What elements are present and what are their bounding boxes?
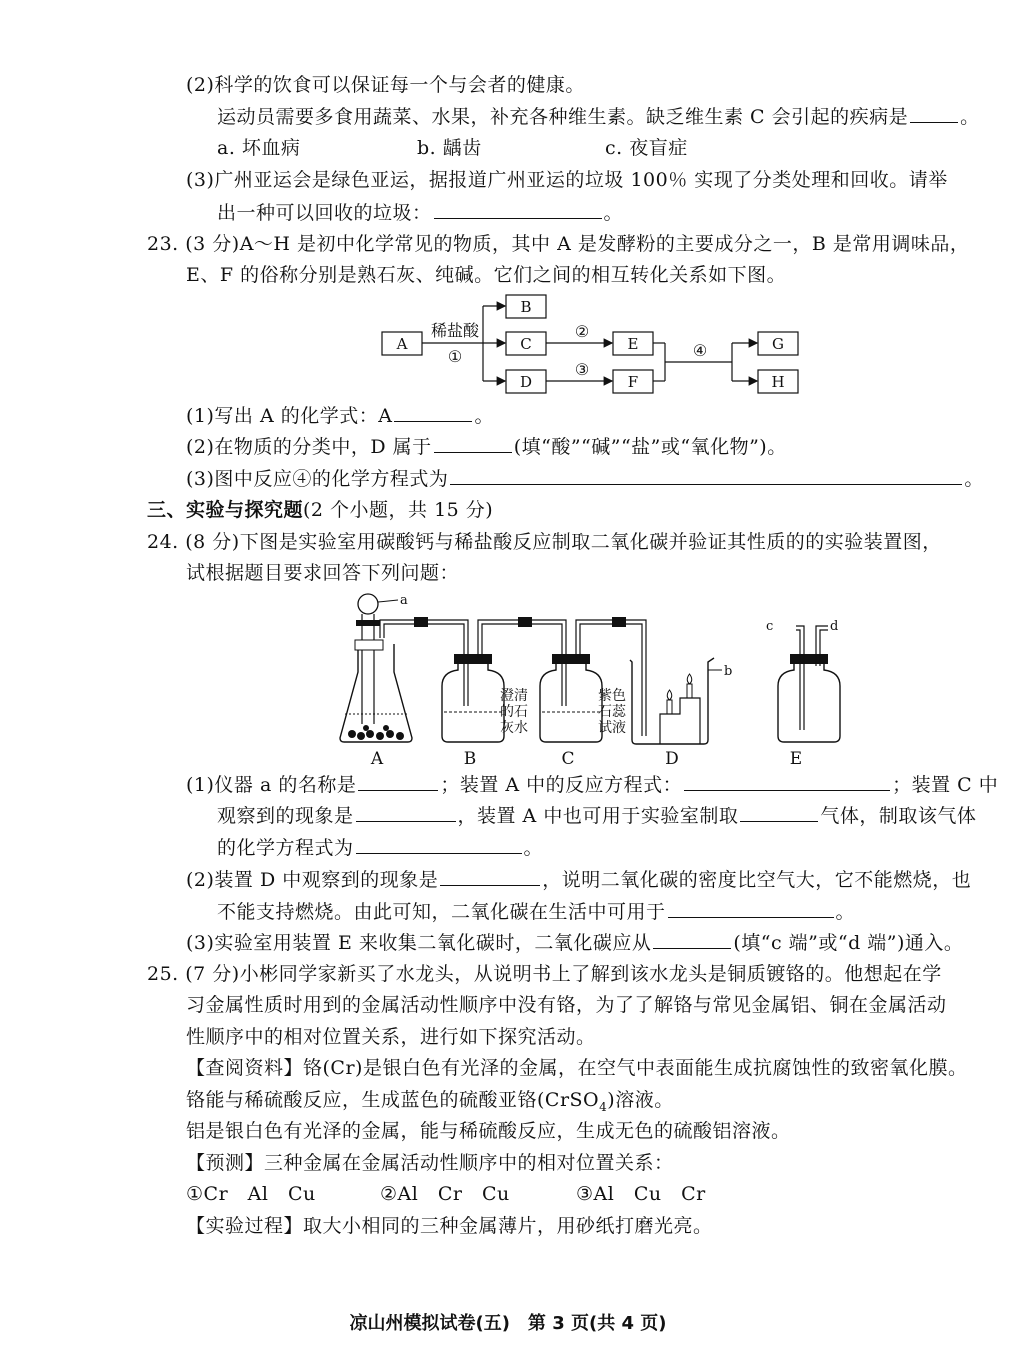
q24-text: ；装置 A 中的反应方程式： <box>440 774 683 796</box>
funnel-bulb <box>358 594 378 614</box>
q23-sub2-text: (2)在物质的分类中，D 属于 <box>186 436 432 458</box>
label-g: G <box>772 335 784 353</box>
punct: 。 <box>603 202 624 224</box>
answer-blank[interactable] <box>668 899 834 918</box>
step-2: ② <box>574 322 590 341</box>
label-b: B <box>520 298 532 316</box>
q24-stem-line2: 试根据题目要求回答下列问题： <box>186 562 460 584</box>
bottle-e <box>778 658 840 742</box>
answer-blank[interactable] <box>394 403 472 422</box>
answer-blank[interactable] <box>653 930 731 949</box>
q25-text: )溶液。 <box>607 1089 674 1111</box>
label-h: H <box>771 373 785 391</box>
order-1: ①Cr Al Cu <box>186 1183 316 1205</box>
q25-prediction <box>186 1151 674 1175</box>
answer-blank[interactable] <box>434 200 602 219</box>
q25-reference-line2 <box>186 1088 674 1119</box>
label-b-pointer: b <box>724 664 733 679</box>
litmus-1: 紫色 <box>598 688 626 704</box>
punct: 。 <box>960 106 980 128</box>
q24-text: 观察到的现象是 <box>217 805 354 827</box>
punct: 。 <box>964 468 984 490</box>
reagent-label: 稀盐酸 <box>430 321 480 340</box>
section-title: 三、实验与探究题 <box>147 499 304 521</box>
q23-sub3-text: (3)图中反应④的化学方程式为 <box>186 468 449 490</box>
q24-text: (填“c 端”或“d 端”)通入。 <box>733 932 964 954</box>
apparatus-label-b: B <box>463 749 477 769</box>
label-c-end: c <box>766 619 774 634</box>
label-f: F <box>627 373 639 391</box>
subscript: 4 <box>599 1099 608 1114</box>
punct: 。 <box>835 901 856 923</box>
q24-sub3 <box>186 930 963 955</box>
q24-text: ；装置 C 中 <box>892 774 999 796</box>
q24-stem-line1: 24. (8 分)下图是实验室用碳酸钙与稀盐酸反应制取二氧化碳并验证其性质的的实验装置图， <box>147 531 942 553</box>
q23-stem-line2: E、F 的俗称分别是熟石灰、纯碱。它们之间的相互转化关系如下图。 <box>186 264 787 286</box>
q22-part3-question: 出一种可以回收的垃圾： <box>217 202 432 224</box>
limewater-3: 灰水 <box>500 720 528 736</box>
q24-text: 气体，制取该气体 <box>820 805 977 827</box>
procedure-tag: 【实验过程】 <box>186 1215 304 1237</box>
q25-text: 取大小相同的三种金属薄片，用砂纸打磨光亮。 <box>303 1215 713 1237</box>
q24-text: (1)仪器 a 的名称是 <box>186 774 357 796</box>
q23-sub3 <box>186 466 984 491</box>
apparatus-label-d: D <box>665 749 679 769</box>
label-a: a <box>400 593 408 608</box>
q25-orders <box>186 1182 706 1206</box>
transformation-diagram <box>370 286 810 398</box>
q25-stem-line2: 习金属性质时用到的金属活动性顺序中没有铬，为了了解铬与常见金属铝、铜在金属活动 <box>186 994 947 1016</box>
q24-text: 不能支持燃烧。由此可知，二氧化碳在生活中可用于 <box>217 901 666 923</box>
reference-tag: 【查阅资料】 <box>186 1057 304 1079</box>
punct: 。 <box>523 837 544 859</box>
answer-blank[interactable] <box>356 835 522 854</box>
bottle-b <box>442 658 504 742</box>
q25-text: 三种金属在金属活动性顺序中的相对位置关系： <box>264 1152 674 1174</box>
flask-a <box>340 644 412 742</box>
answer-blank[interactable] <box>356 803 456 822</box>
q25-stem-line3: 性顺序中的相对位置关系，进行如下探究活动。 <box>186 1026 596 1048</box>
option-c: c. 夜盲症 <box>605 137 688 159</box>
q23-sub1 <box>186 403 494 428</box>
answer-blank[interactable] <box>434 434 512 453</box>
page-footer: 凉山州模拟试卷(五) 第 3 页(共 4 页) <box>349 1313 667 1334</box>
litmus-2: 石蕊 <box>598 704 626 720</box>
q25-reference-line1 <box>186 1056 967 1080</box>
answer-blank[interactable] <box>358 772 438 791</box>
q24-sub2-line2 <box>217 899 855 924</box>
option-a: a. 坏血病 <box>217 137 301 159</box>
answer-blank[interactable] <box>440 867 540 886</box>
answer-blank[interactable] <box>740 803 818 822</box>
limewater-2: 的石 <box>500 704 528 720</box>
q25-procedure <box>186 1214 713 1238</box>
apparatus-label-e: E <box>789 749 803 769</box>
q25-stem-line1: 25. (7 分)小彬同学家新买了水龙头，从说明书上了解到该水龙头是铜质镀铬的。他想起在学 <box>147 963 942 985</box>
q24-sub1-line1 <box>186 772 998 797</box>
q24-text: (3)实验室用装置 E 来收集二氧化碳时，二氧化碳应从 <box>186 932 652 954</box>
section-note: (2 个小题，共 15 分) <box>303 499 494 521</box>
label-d-end: d <box>830 619 839 634</box>
label-d: D <box>519 373 533 391</box>
answer-blank[interactable] <box>684 772 890 791</box>
bottle-c <box>540 658 602 742</box>
step-3: ③ <box>574 360 590 379</box>
q24-text: ，装置 A 中也可用于实验室制取 <box>457 805 739 827</box>
section-3-heading <box>147 498 493 522</box>
order-3: ③Al Cu Cr <box>576 1183 706 1205</box>
limewater-1: 澄清 <box>500 688 528 704</box>
apparatus-label-c: C <box>561 749 575 769</box>
q25-text: 铬(Cr)是银白色有光泽的金属，在空气中表面能生成抗腐蚀性的致密氧化膜。 <box>303 1057 968 1079</box>
litmus-3: 试液 <box>598 720 626 736</box>
q24-text: (2)装置 D 中观察到的现象是 <box>186 869 439 891</box>
step-4: ④ <box>692 341 708 360</box>
prediction-tag: 【预测】 <box>186 1152 265 1174</box>
q22-part3-line2 <box>217 200 623 225</box>
q25-reference-line3: 铝是银白色有光泽的金属，能与稀硫酸反应，生成无色的硫酸铝溶液。 <box>186 1120 791 1142</box>
q24-sub1-line3 <box>217 835 543 860</box>
q22-part3-line1: (3)广州亚运会是绿色亚运，据报道广州亚运的垃圾 100％ 实现了分类处理和回收。请举 <box>186 169 948 191</box>
apparatus-label-a: A <box>370 749 384 769</box>
q23-sub2-hint: (填“酸”“碱”“盐”或“氧化物”)。 <box>513 436 787 458</box>
answer-blank[interactable] <box>910 104 958 123</box>
label-a: A <box>396 335 408 353</box>
order-2: ②Al Cr Cu <box>380 1183 510 1205</box>
apparatus-diagram <box>330 586 850 772</box>
q23-stem-line1: 23. (3 分)A～H 是初中化学常见的物质，其中 A 是发酵粉的主要成分之一，B 是常用调味品， <box>147 233 970 255</box>
answer-blank[interactable] <box>450 466 962 485</box>
label-c: C <box>520 335 532 353</box>
q22-part2-line1: (2)科学的饮食可以保证每一个与会者的健康。 <box>186 74 585 96</box>
q23-sub2 <box>186 434 787 459</box>
q25-text: 铬能与稀硫酸反应，生成蓝色的硫酸亚铬(CrSO <box>186 1089 600 1111</box>
q24-text: ，说明二氧化碳的密度比空气大，它不能燃烧，也 <box>542 869 972 891</box>
q22-part2-line2 <box>217 104 980 129</box>
q24-sub1-line2 <box>217 803 976 828</box>
option-b: b. 龋齿 <box>417 137 482 159</box>
q22-part2-question: 运动员需要多食用蔬菜、水果，补充各种维生素。缺乏维生素 C 会引起的疾病是 <box>217 106 909 128</box>
punct: 。 <box>474 405 494 427</box>
q24-text: 的化学方程式为 <box>217 837 354 859</box>
q22-options <box>217 136 688 160</box>
q23-sub1-text: (1)写出 A 的化学式：A <box>186 405 393 427</box>
label-e: E <box>627 335 639 353</box>
q24-sub2-line1 <box>186 867 971 892</box>
step-1: ① <box>447 347 463 366</box>
